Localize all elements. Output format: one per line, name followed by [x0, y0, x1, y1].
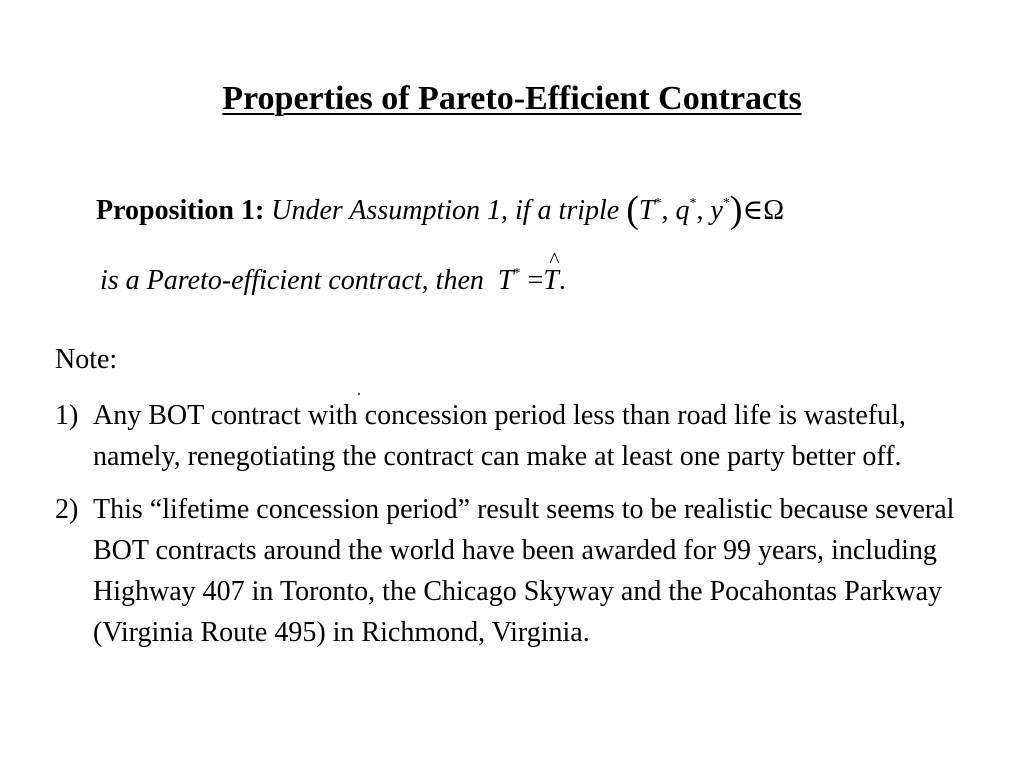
proposition-text-line-1: Under Assumption 1, if a triple [271, 195, 620, 226]
math-comma-1: , [661, 195, 669, 226]
math-star-y: * [722, 196, 730, 211]
omega-symbol: Ω [763, 195, 785, 226]
note-item [55, 395, 960, 477]
result-rhs: T [543, 265, 559, 296]
element-of-symbol: ∈ [742, 195, 764, 226]
math-var-q: q [675, 195, 690, 226]
hat-accent: ^ [549, 247, 560, 272]
result-rhs-with-hat [543, 247, 560, 297]
result-lhs: T [497, 265, 514, 296]
note-item-number: 2) [55, 494, 79, 525]
close-paren: ) [729, 189, 743, 231]
proposition-line-2 [100, 247, 566, 297]
proposition-text-line-2: is a Pareto-efficient contract, then [100, 265, 484, 296]
proposition-label: Proposition 1: [96, 195, 265, 226]
note-item-number: 1) [55, 400, 79, 431]
note-item-text: This “lifetime concession period” result seems to be realistic because several BOT contracts around the world have been awarded for 99 years, including Highway 407 in Toronto, the Chicago Skyway and the Pocahontas Parkway (Virginia Route 495) in Richmond, Virginia. [93, 494, 955, 648]
note-list [55, 395, 960, 665]
math-var-t: T [638, 195, 655, 226]
note-heading: Note: [55, 344, 118, 375]
result-equals: = [527, 265, 544, 296]
math-star-t: * [654, 196, 662, 211]
result-star: * [513, 266, 521, 281]
math-var-y: y [710, 195, 723, 226]
slide-title: Properties of Pareto-Efficient Contracts [222, 80, 802, 117]
note-item [55, 489, 960, 653]
result-period: . [558, 265, 566, 296]
note-item-text: Any BOT contract with concession period less than road life is wasteful, namely, renegotiating the contract can make at least one party better off. [93, 400, 906, 472]
proposition-line-1 [96, 188, 784, 232]
math-star-q: * [689, 196, 697, 211]
math-comma-2: , [696, 195, 704, 226]
open-paren: ( [626, 189, 639, 231]
